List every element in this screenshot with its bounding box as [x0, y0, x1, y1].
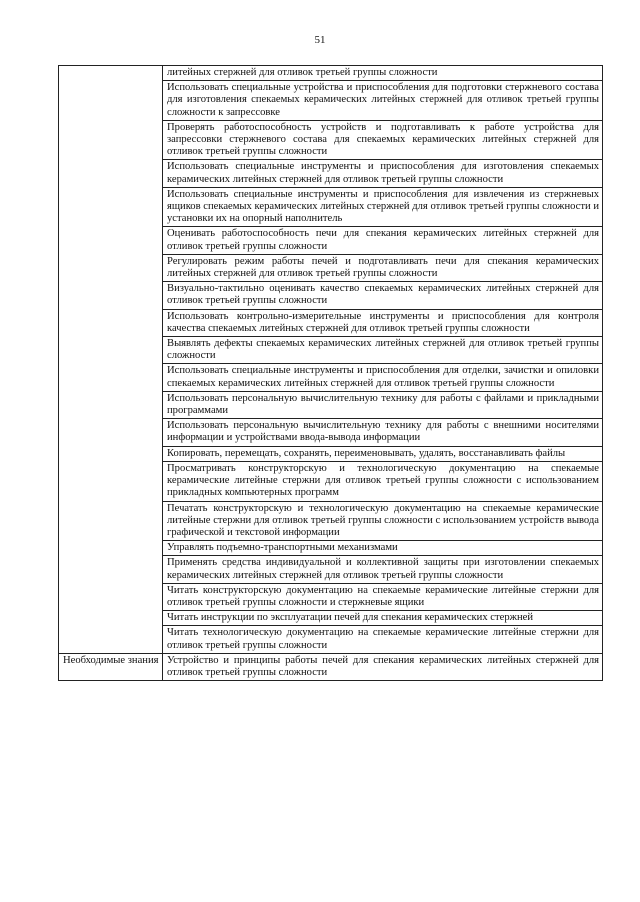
skill-cell: Применять средства индивидуальной и коллективной защиты при изготовлении спекаемых керамических литейных стержней для отливок третьей группы сложности	[163, 556, 603, 583]
skill-cell: Использовать персональную вычислительную технику для работы с файлами и прикладными программами	[163, 391, 603, 418]
skill-cell: Читать конструкторскую документацию на спекаемые керамические литейные стержни для отливок третьей группы сложности и стержневые ящики	[163, 583, 603, 610]
skill-cell: Читать технологическую документацию на спекаемые керамические литейные стержни для отливок третьей группы сложности	[163, 626, 603, 653]
page-number: 51	[314, 34, 326, 46]
skill-cell: Использовать контрольно-измерительные инструменты и приспособления для контроля качества спекаемых литейных стержней для отливок третьей группы сложности	[163, 309, 603, 336]
table-row	[59, 66, 603, 81]
skill-cell: Выявлять дефекты спекаемых керамических литейных стержней для отливок третьей группы сложности	[163, 337, 603, 364]
table-row	[59, 653, 603, 680]
skill-cell: Проверять работоспособность устройств и подготавливать к работе устройства для запрессовки стержневого состава для спекаемых керамических литейных стержней для отливок третьей группы сложности	[163, 120, 603, 160]
skill-cell: Управлять подъемно-транспортными механизмами	[163, 541, 603, 556]
skills-label-cell	[59, 66, 163, 654]
requirements-table	[58, 65, 603, 681]
skill-cell: Читать инструкции по эксплуатации печей для спекания керамических стержней	[163, 611, 603, 626]
skill-cell: Копировать, перемещать, сохранять, переименовывать, удалять, восстанавливать файлы	[163, 446, 603, 461]
skill-cell: Использовать специальные инструменты и приспособления для изготовления спекаемых керамических литейных стержней для отливок третьей группы сложности	[163, 160, 603, 187]
skill-cell: Оценивать работоспособность печи для спекания керамических литейных стержней для отливок третьей группы сложности	[163, 227, 603, 254]
skill-cell: Визуально-тактильно оценивать качество спекаемых керамических литейных стержней для отливок третьей группы сложности	[163, 282, 603, 309]
skill-cell: Использовать специальные инструменты и приспособления для извлечения из стержневых ящиков спекаемых керамических литейных стержней для отливок третьей группы сложности и установки их на опорный наполнитель	[163, 187, 603, 227]
skill-cell: Просматривать конструкторскую и технологическую документацию на спекаемые керамические литейные стержни для отливок третьей группы сложности с использованием прикладных компьютерных программ	[163, 461, 603, 501]
skill-cell: Использовать специальные инструменты и приспособления для отделки, зачистки и опиловки спекаемых керамических литейных стержней для отливок третьей группы сложности	[163, 364, 603, 391]
knowledge-cell: Устройство и принципы работы печей для спекания керамических литейных стержней для отливок третьей группы сложности	[163, 653, 603, 680]
skill-cell: Печатать конструкторскую и технологическую документацию на спекаемые керамические литейные стержни для отливок третьей группы сложности с использованием устройств вывода графической и текстовой информации	[163, 501, 603, 541]
requirements-table-body	[59, 66, 603, 681]
skill-cell: литейных стержней для отливок третьей группы сложности	[163, 66, 603, 81]
skill-cell: Использовать персональную вычислительную технику для работы с внешними носителями информации и устройствами ввода-вывода информации	[163, 419, 603, 446]
skill-cell: Использовать специальные устройства и приспособления для подготовки стержневого состава для изготовления спекаемых керамических литейных стержней для отливок третьей группы сложности к запрессовке	[163, 81, 603, 121]
skill-cell: Регулировать режим работы печей и подготавливать печи для спекания керамических литейных стержней для отливок третьей группы сложности	[163, 254, 603, 281]
knowledge-label-cell: Необходимые знания	[59, 653, 163, 680]
